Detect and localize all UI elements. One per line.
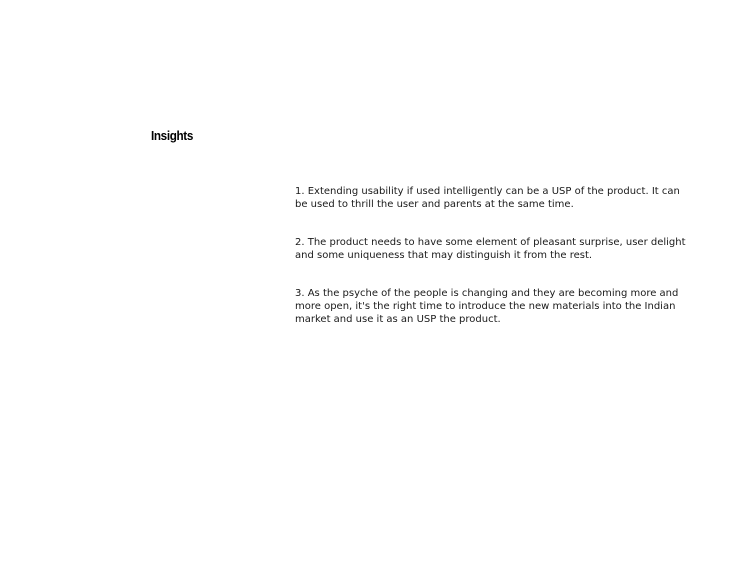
insight-item-1: 1. Extending usability if used intelligently can be a USP of the product. It can be used to thrill the user and parents at the same time. xyxy=(295,186,680,210)
insight-item-3: 3. As the psyche of the people is changing and they are becoming more and more open, it's the right time to introduce the new materials into the Indian market and use it as an USP the product. xyxy=(295,288,679,325)
slide-title: Insights xyxy=(151,128,193,143)
insight-item-2: 2. The product needs to have some element of pleasant surprise, user delight and some uniqueness that may distinguish it from the rest. xyxy=(295,237,686,261)
insights-list xyxy=(295,185,695,351)
